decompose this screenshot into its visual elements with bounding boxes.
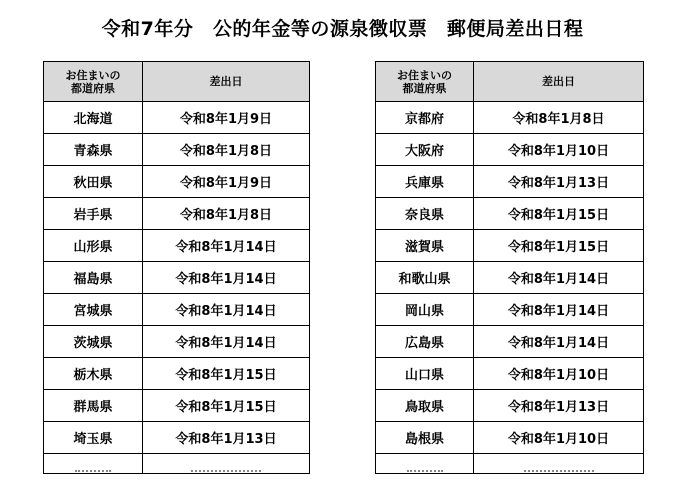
header-prefecture bbox=[44, 62, 143, 102]
table-row bbox=[44, 262, 310, 294]
table-row bbox=[44, 230, 310, 262]
date-cell: 令和8年1月14日 bbox=[143, 326, 310, 358]
date-cell: 令和8年1月13日 bbox=[143, 422, 310, 454]
prefecture-cell: 青森県 bbox=[44, 134, 143, 166]
date-cell: 令和8年1月14日 bbox=[143, 230, 310, 262]
schedule-table-right bbox=[375, 61, 644, 474]
header-date: 差出日 bbox=[143, 62, 310, 102]
table-row bbox=[376, 294, 644, 326]
prefecture-cell: 埼玉県 bbox=[44, 422, 143, 454]
date-cell-cutoff bbox=[474, 454, 644, 474]
cutoff-text-fragment bbox=[407, 470, 443, 475]
date-cell-cutoff bbox=[143, 454, 310, 474]
cutoff-text-fragment bbox=[191, 470, 261, 475]
prefecture-cell: 北海道 bbox=[44, 102, 143, 134]
date-cell: 令和8年1月13日 bbox=[474, 390, 644, 422]
table-row bbox=[44, 166, 310, 198]
table-row bbox=[376, 198, 644, 230]
date-cell: 令和8年1月14日 bbox=[474, 262, 644, 294]
header-prefecture-line1: お住まいの bbox=[397, 68, 452, 82]
date-cell: 令和8年1月15日 bbox=[474, 198, 644, 230]
table-row bbox=[376, 166, 644, 198]
cutoff-text-fragment bbox=[75, 470, 111, 475]
table-header-row bbox=[376, 62, 644, 102]
prefecture-cell: 福島県 bbox=[44, 262, 143, 294]
table-header-row bbox=[44, 62, 310, 102]
prefecture-cell: 山口県 bbox=[376, 358, 474, 390]
prefecture-cell-cutoff bbox=[44, 454, 143, 474]
prefecture-cell: 奈良県 bbox=[376, 198, 474, 230]
table-row bbox=[44, 294, 310, 326]
schedule-table-left bbox=[43, 61, 310, 474]
date-cell: 令和8年1月15日 bbox=[143, 358, 310, 390]
table-row bbox=[376, 230, 644, 262]
date-cell: 令和8年1月8日 bbox=[143, 198, 310, 230]
prefecture-cell: 茨城県 bbox=[44, 326, 143, 358]
prefecture-cell: 島根県 bbox=[376, 422, 474, 454]
prefecture-cell: 岡山県 bbox=[376, 294, 474, 326]
header-prefecture-line1: お住まいの bbox=[65, 68, 121, 82]
table-row-cutoff bbox=[376, 454, 644, 474]
header-prefecture-line2: 都道府県 bbox=[71, 81, 115, 95]
date-cell: 令和8年1月14日 bbox=[143, 262, 310, 294]
date-cell: 令和8年1月8日 bbox=[474, 102, 644, 134]
table-row bbox=[376, 134, 644, 166]
date-cell: 令和8年1月8日 bbox=[143, 134, 310, 166]
prefecture-cell: 大阪府 bbox=[376, 134, 474, 166]
table-row bbox=[44, 422, 310, 454]
table-row bbox=[376, 262, 644, 294]
date-cell: 令和8年1月15日 bbox=[474, 230, 644, 262]
date-cell: 令和8年1月13日 bbox=[474, 166, 644, 198]
date-cell: 令和8年1月14日 bbox=[474, 326, 644, 358]
prefecture-cell: 鳥取県 bbox=[376, 390, 474, 422]
header-prefecture bbox=[376, 62, 474, 102]
prefecture-cell: 岩手県 bbox=[44, 198, 143, 230]
header-prefecture-line2: 都道府県 bbox=[402, 81, 447, 95]
cutoff-text-fragment bbox=[524, 470, 594, 475]
date-cell: 令和8年1月15日 bbox=[143, 390, 310, 422]
prefecture-cell: 広島県 bbox=[376, 326, 474, 358]
date-cell: 令和8年1月10日 bbox=[474, 422, 644, 454]
header-date: 差出日 bbox=[474, 62, 644, 102]
table-row bbox=[44, 326, 310, 358]
table-row bbox=[44, 358, 310, 390]
prefecture-cell: 栃木県 bbox=[44, 358, 143, 390]
table-row bbox=[44, 198, 310, 230]
prefecture-cell: 山形県 bbox=[44, 230, 143, 262]
table-row bbox=[376, 326, 644, 358]
prefecture-cell: 滋賀県 bbox=[376, 230, 474, 262]
prefecture-cell: 兵庫県 bbox=[376, 166, 474, 198]
prefecture-cell: 和歌山県 bbox=[376, 262, 474, 294]
prefecture-cell: 群馬県 bbox=[44, 390, 143, 422]
table-row bbox=[376, 102, 644, 134]
prefecture-cell: 秋田県 bbox=[44, 166, 143, 198]
prefecture-cell: 宮城県 bbox=[44, 294, 143, 326]
date-cell: 令和8年1月10日 bbox=[474, 134, 644, 166]
date-cell: 令和8年1月9日 bbox=[143, 102, 310, 134]
table-row bbox=[376, 390, 644, 422]
table-body-right bbox=[376, 102, 644, 474]
prefecture-cell-cutoff bbox=[376, 454, 474, 474]
date-cell: 令和8年1月14日 bbox=[474, 294, 644, 326]
prefecture-cell: 京都府 bbox=[376, 102, 474, 134]
date-cell: 令和8年1月9日 bbox=[143, 166, 310, 198]
page-title: 令和7年分 公的年金等の源泉徴収票 郵便局差出日程 bbox=[101, 18, 584, 40]
table-body-left bbox=[44, 102, 310, 474]
date-cell: 令和8年1月10日 bbox=[474, 358, 644, 390]
table-row-cutoff bbox=[44, 454, 310, 474]
date-cell: 令和8年1月14日 bbox=[143, 294, 310, 326]
table-row bbox=[376, 358, 644, 390]
table-row bbox=[376, 422, 644, 454]
table-row bbox=[44, 102, 310, 134]
table-row bbox=[44, 390, 310, 422]
table-row bbox=[44, 134, 310, 166]
